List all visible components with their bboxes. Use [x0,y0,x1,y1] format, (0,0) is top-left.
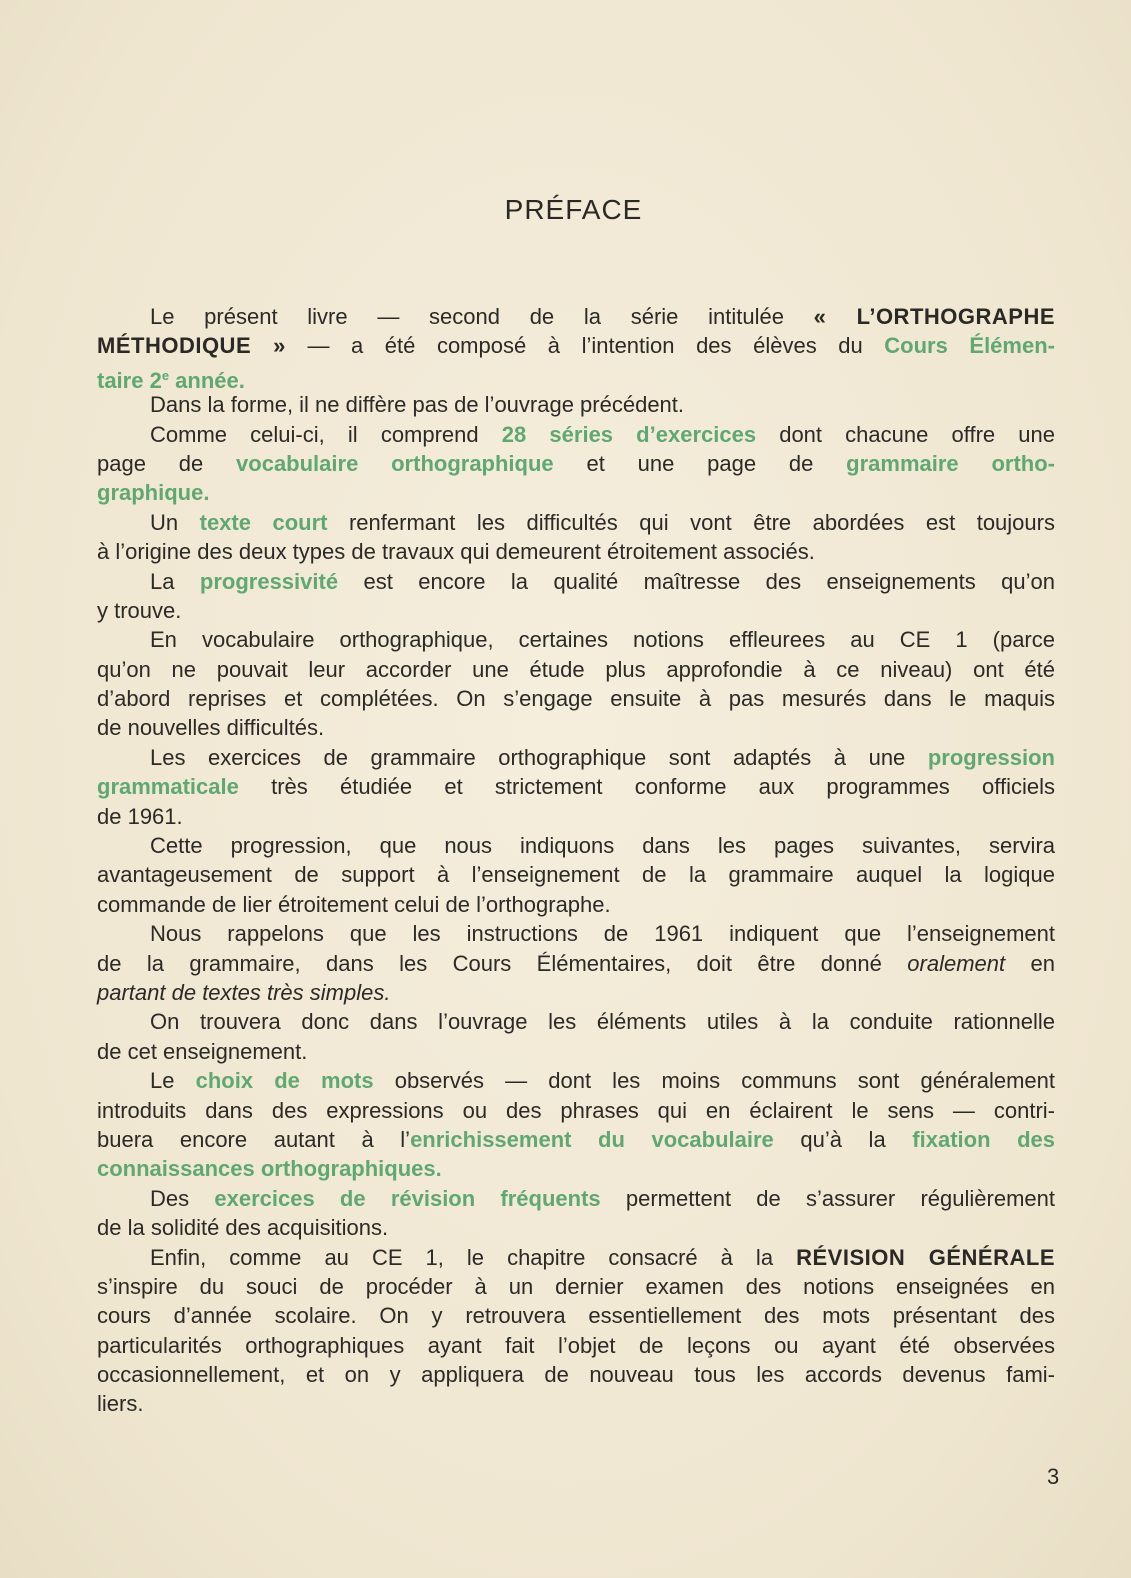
text-run: qu’on ne pouvait leur accorder une étude plus approfondie à ce niveau) ont été [97,656,1055,682]
text-line [97,772,1055,801]
text-run: très étudiée et strictement conforme aux programmes officiels [238,774,1055,800]
text-line [97,390,1055,419]
text-run: On trouvera donc dans l’ouvrage les éléments utiles à la conduite rationnelle [150,1009,1055,1035]
highlighted-text: vocabulaire orthographique [236,450,554,476]
text-run: est encore la qualité maîtresse des enseignements qu’on [338,568,1055,594]
text-run: Comme celui-ci, il comprend [150,421,502,447]
highlighted-text: 28 séries d’exercices [501,421,757,447]
text-line [97,1066,1055,1095]
highlighted-text: texte court [199,509,328,535]
bold-text: « L’ORTHOGRAPHE [813,304,1056,329]
text-line [97,508,1055,537]
text-run: Des [150,1185,215,1211]
text-line [97,831,1055,860]
page-number: 3 [1047,1464,1060,1489]
text-run: commande de lier étroitement celui de l’orthographe. [97,891,611,917]
text-run: observés — dont les moins communs sont généralement [373,1068,1055,1094]
highlighted-text: fixation des [912,1126,1056,1152]
text-line [97,684,1055,713]
text-run: Le [150,1068,196,1094]
text-run: La [150,568,200,594]
highlighted-text: Cours Élémen- [884,333,1055,359]
text-run: et une page de [553,450,847,476]
text-run: occasionnellement, et on y appliquera de nouveau tous les accords devenus fami- [97,1362,1055,1388]
text-run: y trouve. [97,597,182,623]
text-run: cours d’année scolaire. On y retrouvera essentiellement des mots présentant des [97,1303,1055,1329]
text-line [97,478,1055,507]
text-run: Enfin, comme au CE 1, le chapitre consacré à la [150,1244,797,1270]
bold-text: MÉTHODIQUE » [97,333,286,359]
text-line [97,1037,1055,1066]
text-line [97,302,1055,331]
highlighted-text: exercices de révision fréquents [214,1185,601,1211]
text-run: — a été composé à l’intention des élèves du [285,333,885,359]
text-line [97,449,1055,478]
text-run: de 1961. [97,803,183,829]
superscript: e [161,367,170,383]
text-line [97,1213,1055,1242]
text-line [97,860,1055,889]
text-line [97,655,1055,684]
italic-text: partant de textes très simples. [97,979,391,1005]
text-run: avantageusement de support à l’enseignement de la grammaire auquel la logique [97,862,1055,888]
text-line [97,1154,1055,1183]
text-run: s’inspire du souci de procéder à un dernier examen des notions enseignées en [97,1273,1055,1299]
text-run: de la grammaire, dans les Cours Élémentaires, doit être donné [97,950,908,976]
preface-body [97,302,1055,1419]
text-line [97,537,1055,566]
text-run: page de [97,450,237,476]
text-run: qu’à la [773,1126,913,1152]
text-line [97,713,1055,742]
text-line [97,1360,1055,1389]
text-run: particularités orthographiques ayant fait l’objet de leçons ou ayant été observées [97,1332,1055,1358]
text-run: permettent de s’assurer régulièrement [600,1185,1055,1211]
text-run: Nous rappelons que les instructions de 1961 indiquent que l’enseignement [150,921,1055,947]
text-run: renfermant les difficultés qui vont être abordées est toujours [327,509,1055,535]
highlighted-text: enrichissement du vocabulaire [410,1126,774,1152]
text-line [97,1331,1055,1360]
text-run: de cet enseignement. [97,1038,308,1064]
text-line [97,1184,1055,1213]
text-line [97,625,1055,654]
text-line [97,596,1055,625]
text-run: de la solidité des acquisitions. [97,1215,389,1241]
italic-text: oralement [907,950,1006,976]
highlighted-text: progressivité [199,568,339,594]
text-line [97,890,1055,919]
text-run: buera encore autant à l’ [97,1126,411,1152]
text-line [97,743,1055,772]
text-run: Les exercices de grammaire orthographique sont adaptés à une [150,744,928,770]
text-line [97,949,1055,978]
text-run: Dans la forme, il ne diffère pas de l’ouvrage précédent. [150,392,685,418]
text-run: de nouvelles difficultés. [97,715,325,741]
text-run: à l’origine des deux types de travaux qui demeurent étroitement associés. [97,539,815,565]
text-line [97,420,1055,449]
page-title: PRÉFACE [504,194,643,225]
highlighted-text: choix de mots [195,1068,374,1094]
highlighted-text: taire 2 [97,367,162,393]
text-run: Un [150,509,200,535]
text-run: dont chacune offre une [756,421,1055,447]
text-line [97,1096,1055,1125]
text-line [97,567,1055,596]
text-line [97,1301,1055,1330]
text-line [97,802,1055,831]
text-line [97,331,1055,360]
text-line [97,978,1055,1007]
highlighted-text: connaissances orthographiques. [97,1156,442,1182]
highlighted-text: progression [927,744,1055,770]
highlighted-text: année. [169,367,245,393]
bold-text: RÉVISION GÉNÉRALE [796,1244,1055,1270]
highlighted-text: grammaire ortho- [846,450,1055,476]
text-run: En vocabulaire orthographique, certaines notions effleurees au CE 1 (parce [150,627,1055,653]
text-run: introduits dans des expressions ou des phrases qui en éclairent le sens — contri- [97,1097,1055,1123]
highlighted-text: grammaticale [97,774,239,800]
text-run: d’abord reprises et complétées. On s’engage ensuite à pas mesurés dans le maquis [97,686,1055,712]
text-run: Le présent livre — second de la série intitulée [150,304,814,329]
text-line [97,1007,1055,1036]
text-line [97,1272,1055,1301]
text-line [97,919,1055,948]
text-line [97,1389,1055,1418]
text-run: liers. [97,1391,144,1417]
text-line [97,1243,1055,1272]
highlighted-text: graphique. [97,480,210,506]
text-run: Cette progression, que nous indiquons dans les pages suivantes, servira [150,833,1055,859]
text-line [97,361,1055,393]
text-line [97,1125,1055,1154]
text-run: en [1005,950,1055,976]
